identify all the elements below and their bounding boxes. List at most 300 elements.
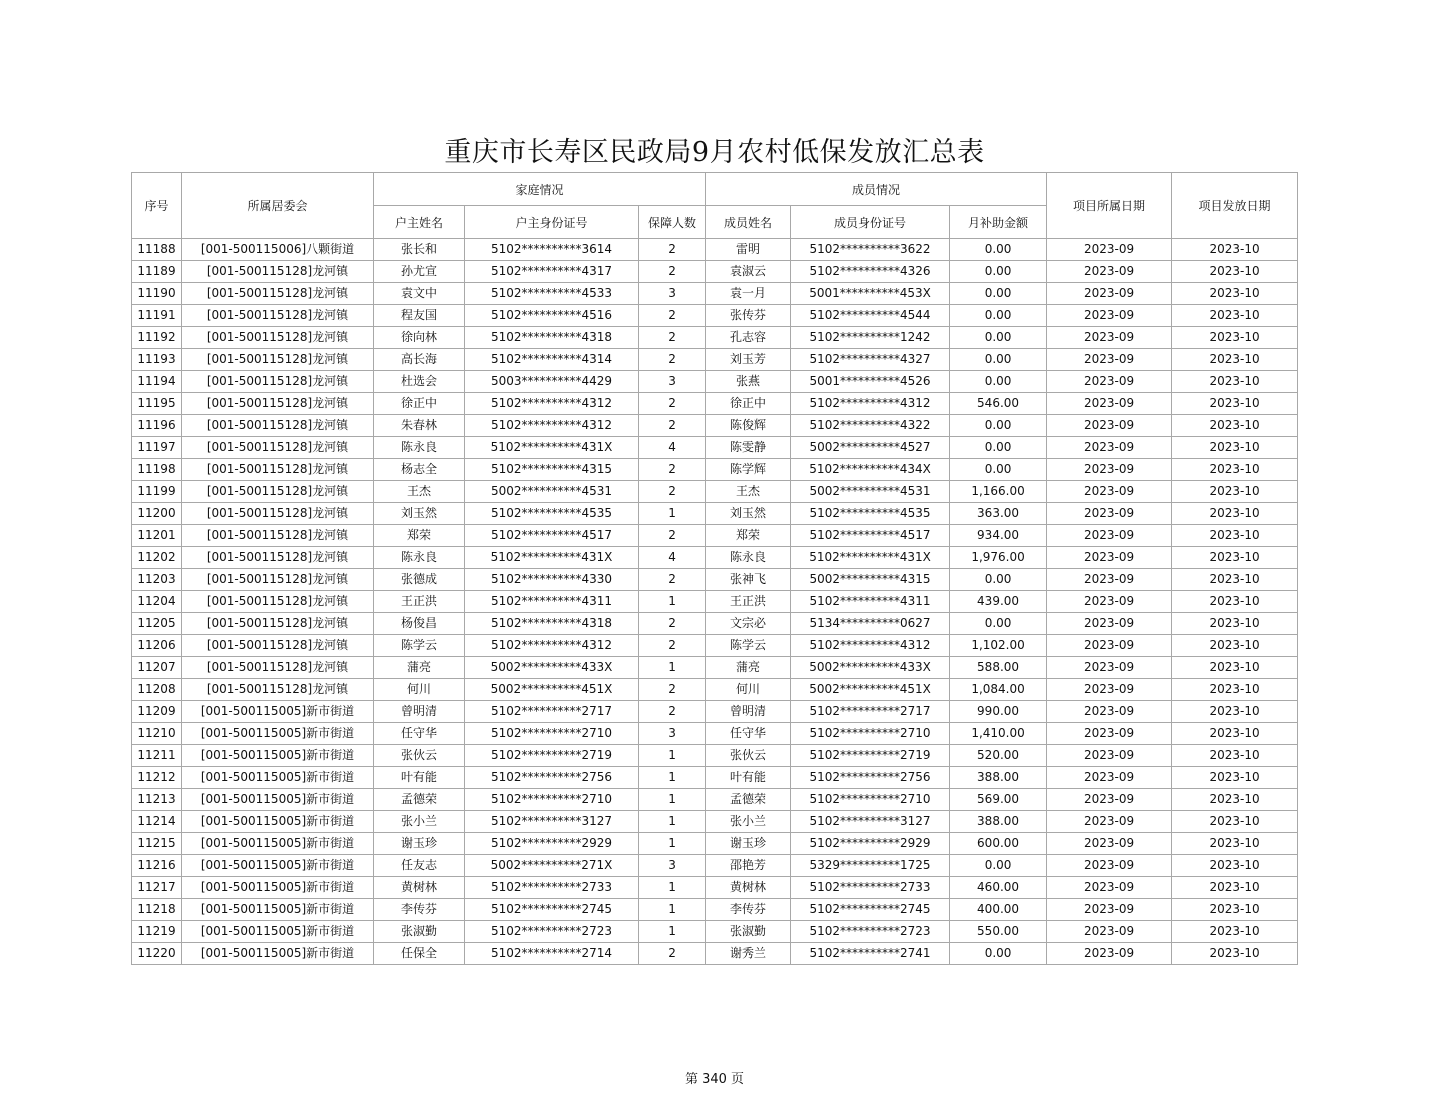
cell-issue-date: 2023-10 xyxy=(1172,921,1298,943)
cell-insured-count: 1 xyxy=(639,745,706,767)
cell-issue-date: 2023-10 xyxy=(1172,393,1298,415)
cell-head-name: 王正洪 xyxy=(374,591,465,613)
cell-head-id: 5102**********2745 xyxy=(465,899,639,921)
cell-monthly-amount: 0.00 xyxy=(950,283,1047,305)
cell-head-id: 5102**********2719 xyxy=(465,745,639,767)
cell-insured-count: 2 xyxy=(639,679,706,701)
cell-member-id: 5134**********0627 xyxy=(791,613,950,635)
cell-issue-date: 2023-10 xyxy=(1172,459,1298,481)
cell-committee: [001-500115005]新市街道 xyxy=(182,899,374,921)
cell-member-name: 张传芬 xyxy=(706,305,791,327)
cell-insured-count: 1 xyxy=(639,503,706,525)
cell-head-id: 5002**********4531 xyxy=(465,481,639,503)
cell-committee: [001-500115128]龙河镇 xyxy=(182,371,374,393)
cell-member-id: 5102**********4311 xyxy=(791,591,950,613)
cell-monthly-amount: 0.00 xyxy=(950,855,1047,877)
cell-head-id: 5102**********431X xyxy=(465,547,639,569)
cell-seq: 11202 xyxy=(132,547,182,569)
cell-member-id: 5102**********4327 xyxy=(791,349,950,371)
cell-member-name: 文宗必 xyxy=(706,613,791,635)
cell-committee: [001-500115005]新市街道 xyxy=(182,745,374,767)
cell-project-date: 2023-09 xyxy=(1047,547,1172,569)
cell-committee: [001-500115128]龙河镇 xyxy=(182,327,374,349)
cell-head-id: 5102**********3127 xyxy=(465,811,639,833)
cell-project-date: 2023-09 xyxy=(1047,701,1172,723)
cell-member-name: 徐正中 xyxy=(706,393,791,415)
cell-member-id: 5102**********2741 xyxy=(791,943,950,965)
cell-member-id: 5102**********2723 xyxy=(791,921,950,943)
cell-member-name: 何川 xyxy=(706,679,791,701)
header-member-group: 成员情况 xyxy=(706,173,1047,206)
cell-member-id: 5002**********451X xyxy=(791,679,950,701)
cell-member-name: 任守华 xyxy=(706,723,791,745)
cell-project-date: 2023-09 xyxy=(1047,921,1172,943)
cell-monthly-amount: 0.00 xyxy=(950,261,1047,283)
cell-committee: [001-500115128]龙河镇 xyxy=(182,283,374,305)
cell-issue-date: 2023-10 xyxy=(1172,261,1298,283)
cell-member-id: 5102**********4326 xyxy=(791,261,950,283)
cell-issue-date: 2023-10 xyxy=(1172,437,1298,459)
cell-issue-date: 2023-10 xyxy=(1172,415,1298,437)
cell-project-date: 2023-09 xyxy=(1047,371,1172,393)
cell-member-name: 陈永良 xyxy=(706,547,791,569)
cell-insured-count: 2 xyxy=(639,239,706,261)
cell-monthly-amount: 934.00 xyxy=(950,525,1047,547)
cell-monthly-amount: 1,976.00 xyxy=(950,547,1047,569)
cell-seq: 11188 xyxy=(132,239,182,261)
cell-head-name: 刘玉然 xyxy=(374,503,465,525)
cell-seq: 11207 xyxy=(132,657,182,679)
table-row xyxy=(132,943,1298,965)
cell-monthly-amount: 0.00 xyxy=(950,371,1047,393)
cell-issue-date: 2023-10 xyxy=(1172,899,1298,921)
cell-issue-date: 2023-10 xyxy=(1172,745,1298,767)
cell-issue-date: 2023-10 xyxy=(1172,657,1298,679)
cell-committee: [001-500115005]新市街道 xyxy=(182,877,374,899)
header-member-id: 成员身份证号 xyxy=(791,206,950,239)
cell-member-name: 陈学辉 xyxy=(706,459,791,481)
cell-head-id: 5102**********2717 xyxy=(465,701,639,723)
cell-head-id: 5102**********4314 xyxy=(465,349,639,371)
cell-head-id: 5102**********4312 xyxy=(465,635,639,657)
cell-head-name: 任友志 xyxy=(374,855,465,877)
cell-member-name: 郑荣 xyxy=(706,525,791,547)
cell-project-date: 2023-09 xyxy=(1047,305,1172,327)
cell-insured-count: 1 xyxy=(639,767,706,789)
cell-member-id: 5329**********1725 xyxy=(791,855,950,877)
cell-project-date: 2023-09 xyxy=(1047,569,1172,591)
cell-head-id: 5102**********2723 xyxy=(465,921,639,943)
cell-project-date: 2023-09 xyxy=(1047,789,1172,811)
cell-project-date: 2023-09 xyxy=(1047,767,1172,789)
cell-issue-date: 2023-10 xyxy=(1172,877,1298,899)
cell-head-name: 叶有能 xyxy=(374,767,465,789)
table-row xyxy=(132,349,1298,371)
cell-seq: 11190 xyxy=(132,283,182,305)
cell-insured-count: 3 xyxy=(639,855,706,877)
table-row xyxy=(132,789,1298,811)
cell-issue-date: 2023-10 xyxy=(1172,481,1298,503)
cell-committee: [001-500115128]龙河镇 xyxy=(182,481,374,503)
cell-seq: 11195 xyxy=(132,393,182,415)
cell-issue-date: 2023-10 xyxy=(1172,239,1298,261)
cell-member-name: 袁一月 xyxy=(706,283,791,305)
cell-project-date: 2023-09 xyxy=(1047,833,1172,855)
table-row xyxy=(132,613,1298,635)
cell-insured-count: 1 xyxy=(639,899,706,921)
cell-insured-count: 1 xyxy=(639,833,706,855)
table-row xyxy=(132,393,1298,415)
cell-member-name: 张神飞 xyxy=(706,569,791,591)
cell-committee: [001-500115005]新市街道 xyxy=(182,855,374,877)
cell-insured-count: 4 xyxy=(639,437,706,459)
table-row xyxy=(132,899,1298,921)
cell-head-id: 5102**********4312 xyxy=(465,415,639,437)
cell-seq: 11194 xyxy=(132,371,182,393)
cell-seq: 11209 xyxy=(132,701,182,723)
cell-seq: 11220 xyxy=(132,943,182,965)
cell-head-name: 陈永良 xyxy=(374,547,465,569)
cell-insured-count: 2 xyxy=(639,349,706,371)
table-row xyxy=(132,437,1298,459)
cell-monthly-amount: 400.00 xyxy=(950,899,1047,921)
table-row xyxy=(132,569,1298,591)
relief-summary-table xyxy=(131,172,1298,965)
cell-head-id: 5102**********4535 xyxy=(465,503,639,525)
cell-seq: 11219 xyxy=(132,921,182,943)
cell-head-name: 陈永良 xyxy=(374,437,465,459)
cell-issue-date: 2023-10 xyxy=(1172,855,1298,877)
cell-member-id: 5001**********4526 xyxy=(791,371,950,393)
cell-seq: 11199 xyxy=(132,481,182,503)
cell-head-id: 5102**********3614 xyxy=(465,239,639,261)
cell-insured-count: 2 xyxy=(639,701,706,723)
cell-issue-date: 2023-10 xyxy=(1172,833,1298,855)
cell-issue-date: 2023-10 xyxy=(1172,635,1298,657)
cell-insured-count: 1 xyxy=(639,811,706,833)
page-number: 第 340 页 xyxy=(684,1072,745,1087)
cell-seq: 11218 xyxy=(132,899,182,921)
cell-project-date: 2023-09 xyxy=(1047,855,1172,877)
cell-insured-count: 1 xyxy=(639,657,706,679)
cell-member-id: 5102**********2733 xyxy=(791,877,950,899)
cell-seq: 11210 xyxy=(132,723,182,745)
cell-member-name: 刘玉然 xyxy=(706,503,791,525)
cell-committee: [001-500115005]新市街道 xyxy=(182,921,374,943)
cell-seq: 11198 xyxy=(132,459,182,481)
table-row xyxy=(132,371,1298,393)
cell-project-date: 2023-09 xyxy=(1047,877,1172,899)
cell-seq: 11213 xyxy=(132,789,182,811)
cell-project-date: 2023-09 xyxy=(1047,503,1172,525)
cell-member-name: 谢玉珍 xyxy=(706,833,791,855)
cell-committee: [001-500115128]龙河镇 xyxy=(182,613,374,635)
cell-issue-date: 2023-10 xyxy=(1172,613,1298,635)
cell-member-id: 5002**********4531 xyxy=(791,481,950,503)
table-row xyxy=(132,591,1298,613)
cell-head-id: 5002**********451X xyxy=(465,679,639,701)
cell-monthly-amount: 1,102.00 xyxy=(950,635,1047,657)
cell-head-id: 5102**********4318 xyxy=(465,613,639,635)
cell-seq: 11217 xyxy=(132,877,182,899)
cell-head-name: 朱春林 xyxy=(374,415,465,437)
cell-head-name: 徐正中 xyxy=(374,393,465,415)
cell-member-id: 5102**********2756 xyxy=(791,767,950,789)
cell-issue-date: 2023-10 xyxy=(1172,525,1298,547)
cell-project-date: 2023-09 xyxy=(1047,745,1172,767)
cell-head-name: 蒲亮 xyxy=(374,657,465,679)
cell-issue-date: 2023-10 xyxy=(1172,371,1298,393)
cell-issue-date: 2023-10 xyxy=(1172,349,1298,371)
table-row xyxy=(132,415,1298,437)
cell-head-name: 何川 xyxy=(374,679,465,701)
cell-member-name: 曾明清 xyxy=(706,701,791,723)
cell-head-name: 孙尤宣 xyxy=(374,261,465,283)
cell-monthly-amount: 0.00 xyxy=(950,239,1047,261)
cell-monthly-amount: 1,084.00 xyxy=(950,679,1047,701)
cell-head-name: 谢玉珍 xyxy=(374,833,465,855)
cell-issue-date: 2023-10 xyxy=(1172,811,1298,833)
cell-member-id: 5102**********2745 xyxy=(791,899,950,921)
cell-issue-date: 2023-10 xyxy=(1172,679,1298,701)
cell-member-name: 孟德荣 xyxy=(706,789,791,811)
cell-committee: [001-500115005]新市街道 xyxy=(182,701,374,723)
cell-member-id: 5102**********431X xyxy=(791,547,950,569)
cell-member-name: 张淑勤 xyxy=(706,921,791,943)
cell-project-date: 2023-09 xyxy=(1047,239,1172,261)
cell-head-id: 5102**********4312 xyxy=(465,393,639,415)
cell-issue-date: 2023-10 xyxy=(1172,591,1298,613)
cell-member-name: 李传芬 xyxy=(706,899,791,921)
header-seq: 序号 xyxy=(132,173,182,239)
cell-issue-date: 2023-10 xyxy=(1172,723,1298,745)
cell-committee: [001-500115128]龙河镇 xyxy=(182,349,374,371)
cell-seq: 11200 xyxy=(132,503,182,525)
cell-insured-count: 2 xyxy=(639,305,706,327)
cell-monthly-amount: 520.00 xyxy=(950,745,1047,767)
cell-committee: [001-500115128]龙河镇 xyxy=(182,261,374,283)
cell-seq: 11205 xyxy=(132,613,182,635)
cell-issue-date: 2023-10 xyxy=(1172,327,1298,349)
cell-member-id: 5102**********434X xyxy=(791,459,950,481)
cell-monthly-amount: 0.00 xyxy=(950,327,1047,349)
cell-issue-date: 2023-10 xyxy=(1172,305,1298,327)
cell-project-date: 2023-09 xyxy=(1047,613,1172,635)
cell-project-date: 2023-09 xyxy=(1047,679,1172,701)
cell-head-name: 程友国 xyxy=(374,305,465,327)
cell-head-id: 5102**********2756 xyxy=(465,767,639,789)
cell-head-id: 5102**********4317 xyxy=(465,261,639,283)
cell-seq: 11211 xyxy=(132,745,182,767)
cell-issue-date: 2023-10 xyxy=(1172,547,1298,569)
cell-member-id: 5102**********3127 xyxy=(791,811,950,833)
cell-member-id: 5102**********2710 xyxy=(791,723,950,745)
cell-insured-count: 2 xyxy=(639,261,706,283)
cell-monthly-amount: 0.00 xyxy=(950,305,1047,327)
cell-insured-count: 3 xyxy=(639,723,706,745)
cell-member-name: 王杰 xyxy=(706,481,791,503)
cell-monthly-amount: 588.00 xyxy=(950,657,1047,679)
cell-issue-date: 2023-10 xyxy=(1172,789,1298,811)
cell-member-name: 邵艳芳 xyxy=(706,855,791,877)
cell-member-name: 蒲亮 xyxy=(706,657,791,679)
header-family-group: 家庭情况 xyxy=(374,173,706,206)
cell-seq: 11201 xyxy=(132,525,182,547)
cell-member-id: 5102**********2717 xyxy=(791,701,950,723)
cell-issue-date: 2023-10 xyxy=(1172,701,1298,723)
cell-member-id: 5102**********4535 xyxy=(791,503,950,525)
cell-issue-date: 2023-10 xyxy=(1172,283,1298,305)
cell-committee: [001-500115005]新市街道 xyxy=(182,723,374,745)
cell-insured-count: 3 xyxy=(639,283,706,305)
cell-head-id: 5102**********431X xyxy=(465,437,639,459)
cell-head-id: 5102**********4315 xyxy=(465,459,639,481)
cell-seq: 11215 xyxy=(132,833,182,855)
cell-monthly-amount: 363.00 xyxy=(950,503,1047,525)
cell-member-id: 5002**********4527 xyxy=(791,437,950,459)
cell-head-id: 5002**********271X xyxy=(465,855,639,877)
cell-seq: 11189 xyxy=(132,261,182,283)
table-row xyxy=(132,877,1298,899)
cell-head-name: 杨俊昌 xyxy=(374,613,465,635)
table-row xyxy=(132,745,1298,767)
cell-member-name: 刘玉芳 xyxy=(706,349,791,371)
header-monthly-amount: 月补助金额 xyxy=(950,206,1047,239)
cell-seq: 11196 xyxy=(132,415,182,437)
page-title: 重庆市长寿区民政局9月农村低保发放汇总表 xyxy=(444,137,985,168)
cell-head-name: 曾明清 xyxy=(374,701,465,723)
cell-project-date: 2023-09 xyxy=(1047,525,1172,547)
cell-head-id: 5002**********433X xyxy=(465,657,639,679)
cell-insured-count: 2 xyxy=(639,525,706,547)
cell-monthly-amount: 0.00 xyxy=(950,569,1047,591)
cell-head-id: 5102**********2733 xyxy=(465,877,639,899)
cell-seq: 11212 xyxy=(132,767,182,789)
cell-head-name: 任保全 xyxy=(374,943,465,965)
cell-issue-date: 2023-10 xyxy=(1172,503,1298,525)
cell-head-id: 5102**********2710 xyxy=(465,723,639,745)
cell-head-name: 高长海 xyxy=(374,349,465,371)
cell-issue-date: 2023-10 xyxy=(1172,943,1298,965)
cell-committee: [001-500115128]龙河镇 xyxy=(182,437,374,459)
cell-committee: [001-500115128]龙河镇 xyxy=(182,591,374,613)
cell-monthly-amount: 1,166.00 xyxy=(950,481,1047,503)
cell-head-id: 5003**********4429 xyxy=(465,371,639,393)
cell-member-id: 5102**********4312 xyxy=(791,635,950,657)
cell-member-id: 5102**********2719 xyxy=(791,745,950,767)
cell-member-id: 5102**********1242 xyxy=(791,327,950,349)
cell-seq: 11216 xyxy=(132,855,182,877)
cell-insured-count: 1 xyxy=(639,591,706,613)
cell-monthly-amount: 600.00 xyxy=(950,833,1047,855)
cell-member-name: 陈俊辉 xyxy=(706,415,791,437)
cell-insured-count: 2 xyxy=(639,415,706,437)
table-row xyxy=(132,635,1298,657)
cell-insured-count: 2 xyxy=(639,393,706,415)
cell-seq: 11197 xyxy=(132,437,182,459)
table-row xyxy=(132,811,1298,833)
header-issue-date: 项目发放日期 xyxy=(1172,173,1298,239)
table-row xyxy=(132,261,1298,283)
cell-project-date: 2023-09 xyxy=(1047,943,1172,965)
cell-monthly-amount: 1,410.00 xyxy=(950,723,1047,745)
cell-committee: [001-500115128]龙河镇 xyxy=(182,503,374,525)
cell-committee: [001-500115128]龙河镇 xyxy=(182,459,374,481)
cell-insured-count: 1 xyxy=(639,921,706,943)
cell-member-id: 5102**********4517 xyxy=(791,525,950,547)
cell-member-id: 5102**********4544 xyxy=(791,305,950,327)
cell-member-name: 叶有能 xyxy=(706,767,791,789)
cell-project-date: 2023-09 xyxy=(1047,459,1172,481)
cell-head-id: 5102**********4533 xyxy=(465,283,639,305)
cell-committee: [001-500115005]新市街道 xyxy=(182,811,374,833)
cell-monthly-amount: 990.00 xyxy=(950,701,1047,723)
cell-project-date: 2023-09 xyxy=(1047,811,1172,833)
cell-head-id: 5102**********4311 xyxy=(465,591,639,613)
cell-committee: [001-500115128]龙河镇 xyxy=(182,569,374,591)
cell-member-name: 谢秀兰 xyxy=(706,943,791,965)
cell-monthly-amount: 388.00 xyxy=(950,767,1047,789)
cell-member-name: 王正洪 xyxy=(706,591,791,613)
cell-member-name: 孔志容 xyxy=(706,327,791,349)
table-row xyxy=(132,283,1298,305)
cell-insured-count: 4 xyxy=(639,547,706,569)
cell-monthly-amount: 0.00 xyxy=(950,459,1047,481)
cell-project-date: 2023-09 xyxy=(1047,657,1172,679)
cell-head-name: 黄树林 xyxy=(374,877,465,899)
cell-project-date: 2023-09 xyxy=(1047,723,1172,745)
header-row-group xyxy=(132,173,1298,206)
cell-project-date: 2023-09 xyxy=(1047,899,1172,921)
cell-insured-count: 2 xyxy=(639,635,706,657)
cell-project-date: 2023-09 xyxy=(1047,591,1172,613)
cell-head-id: 5102**********4318 xyxy=(465,327,639,349)
cell-head-name: 张德成 xyxy=(374,569,465,591)
cell-member-id: 5102**********2710 xyxy=(791,789,950,811)
cell-insured-count: 1 xyxy=(639,789,706,811)
cell-member-name: 黄树林 xyxy=(706,877,791,899)
cell-seq: 11214 xyxy=(132,811,182,833)
cell-seq: 11208 xyxy=(132,679,182,701)
header-head-name: 户主姓名 xyxy=(374,206,465,239)
cell-issue-date: 2023-10 xyxy=(1172,767,1298,789)
cell-committee: [001-500115128]龙河镇 xyxy=(182,305,374,327)
cell-insured-count: 2 xyxy=(639,327,706,349)
cell-member-id: 5002**********4315 xyxy=(791,569,950,591)
cell-member-id: 5102**********2929 xyxy=(791,833,950,855)
cell-insured-count: 2 xyxy=(639,943,706,965)
cell-head-name: 袁文中 xyxy=(374,283,465,305)
table-row xyxy=(132,327,1298,349)
cell-insured-count: 2 xyxy=(639,481,706,503)
cell-committee: [001-500115005]新市街道 xyxy=(182,767,374,789)
cell-head-name: 任守华 xyxy=(374,723,465,745)
cell-project-date: 2023-09 xyxy=(1047,261,1172,283)
cell-project-date: 2023-09 xyxy=(1047,415,1172,437)
cell-head-name: 张长和 xyxy=(374,239,465,261)
cell-committee: [001-500115006]八颗街道 xyxy=(182,239,374,261)
cell-committee: [001-500115128]龙河镇 xyxy=(182,657,374,679)
cell-member-id: 5102**********4312 xyxy=(791,393,950,415)
cell-head-name: 杨志全 xyxy=(374,459,465,481)
cell-member-id: 5102**********4322 xyxy=(791,415,950,437)
cell-member-id: 5102**********3622 xyxy=(791,239,950,261)
cell-monthly-amount: 460.00 xyxy=(950,877,1047,899)
table-row xyxy=(132,679,1298,701)
header-head-id: 户主身份证号 xyxy=(465,206,639,239)
cell-committee: [001-500115005]新市街道 xyxy=(182,943,374,965)
cell-member-id: 5001**********453X xyxy=(791,283,950,305)
